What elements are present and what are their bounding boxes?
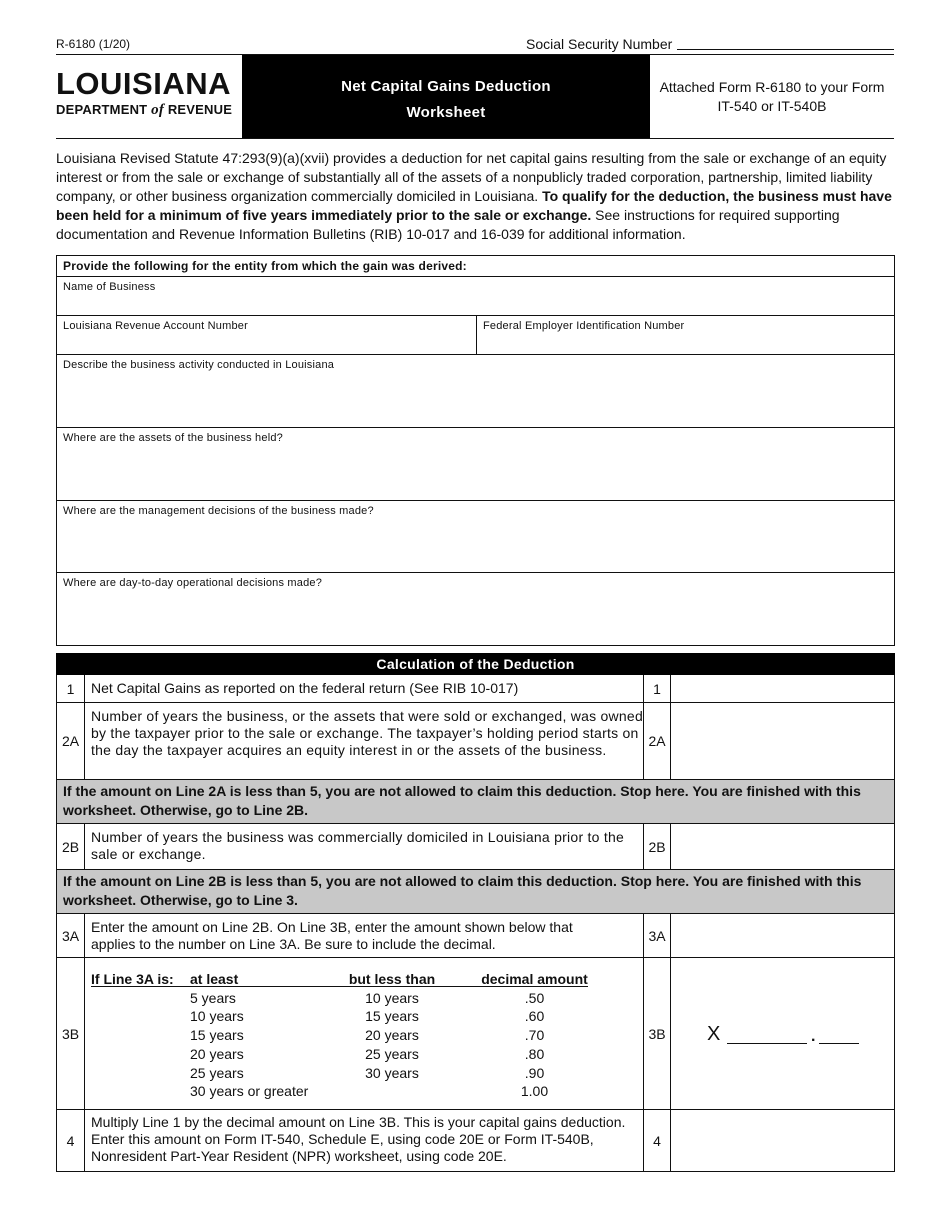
intro-paragraph: Louisiana Revised Statute 47:293(9)(a)(xvii) provides a deduction for net capital gains resulting from the sale or exchange of an equity interest or from the sale or exchange of substantially all of the assets of a nonpublicly traded corporation, partnership, limited liability company, or other business organization commercially domiciled in Louisiana. To qualify for the deduction, the business must have been held for a minimum of five years immediately prior to the sale or exchange. See instructions for required supporting documentation and Revenue Information Bulletins (RIB) 10-017 and 16-039 for additional information. <box>56 150 892 242</box>
account-fein-row <box>57 316 894 355</box>
form-title-line2: Worksheet <box>406 104 486 121</box>
ssn-label: Social Security Number <box>526 36 673 52</box>
business-activity-field[interactable]: Describe the business activity conducted in Louisiana <box>57 355 894 428</box>
line-2a-years-input[interactable] <box>672 703 894 779</box>
logo-state: LOUISIANA <box>56 66 231 101</box>
decimal-point: . <box>811 1028 816 1045</box>
line-4-deduction-input[interactable] <box>672 1110 894 1171</box>
decimal-table-decimal-col: decimal amount .50 .60 .70 .80 .90 1.00 <box>481 971 588 1100</box>
operational-decisions-field[interactable]: Where are day-to-day operational decisions made? <box>63 577 323 589</box>
decimal-table-header-rule <box>91 986 588 987</box>
ssn-input-line[interactable] <box>677 49 894 50</box>
la-revenue-account-field[interactable]: Louisiana Revenue Account Number <box>63 320 248 332</box>
decimal-table-lessthan-col: but less than 10 years 15 years 20 years 25 years 30 years <box>348 971 436 1081</box>
line-1-row: 1 Net Capital Gains as reported on the federal return (See RIB 10-017) 1 <box>56 675 895 703</box>
line-4-row: 4 Multiply Line 1 by the decimal amount on Line 3B. This is your capital gains deduction. Enter this amount on Form IT-540, Schedule E, using code 20E or Form IT-540B, Nonresident Part-Year Resident (NPR) worksheet, using code 20E. 4 <box>56 1110 895 1172</box>
fein-field[interactable]: Federal Employer Identification Number <box>483 320 685 332</box>
entity-info-box <box>56 255 895 646</box>
decimal-table-if-col: If Line 3A is: <box>91 971 174 987</box>
line-3a-row: 3A Enter the amount on Line 2B. On Line 3B, enter the amount shown below that applies to the number on Line 3A. Be sure to include the decimal. 3A <box>56 914 895 958</box>
management-decisions-field[interactable]: Where are the management decisions of the business made? <box>57 501 894 573</box>
line-2b-warning: If the amount on Line 2B is less than 5, you are not allowed to claim this deduction. Stop here. You are finished with this worksheet. Otherwise, go to Line 3. <box>56 870 895 914</box>
form-title-line1: Net Capital Gains Deduction <box>341 78 551 95</box>
line-2a-warning: If the amount on Line 2A is less than 5, you are not allowed to claim this deduction. Stop here. You are finished with this worksheet. Otherwise, go to Line 2B. <box>56 780 895 824</box>
line-2a-row: 2A Number of years the business, or the assets that were sold or exchanged, was owned by the taxpayer prior to the sale or exchange. The taxpayer’s holding period starts on the day the taxpayer acquires an equity interest in or the assets of the business. 2A <box>56 703 895 780</box>
calculation-heading: Calculation of the Deduction <box>56 653 895 675</box>
header-rule <box>56 138 894 139</box>
calculation-table <box>56 653 895 1172</box>
line-3b-whole-input[interactable] <box>727 1043 807 1044</box>
line-2b-row: 2B Number of years the business was commercially domiciled in Louisiana prior to the sale or exchange. 2B <box>56 824 895 870</box>
line-3a-input[interactable] <box>672 914 894 957</box>
decimal-table-atleast-col: at least 5 years 10 years 15 years 20 years 25 years 30 years or greater <box>190 971 309 1100</box>
assets-location-field[interactable]: Where are the assets of the business held? <box>57 428 894 501</box>
line-1-amount-input[interactable] <box>672 675 894 702</box>
entity-heading: Provide the following for the entity from which the gain was derived: <box>57 256 894 277</box>
line-2b-years-input[interactable] <box>672 824 894 869</box>
louisiana-revenue-logo <box>56 68 236 119</box>
business-name-field[interactable]: Name of Business <box>57 277 894 316</box>
multiply-x: X <box>707 1023 721 1045</box>
logo-department: DEPARTMENT of REVENUE <box>56 102 233 118</box>
form-id: R-6180 (1/20) <box>56 37 131 51</box>
line-3b-decimal-input[interactable] <box>819 1043 859 1044</box>
form-title <box>242 55 650 138</box>
line-3b-row: 3B If Line 3A is: at least 5 years 10 years 15 years 20 years 25 years 30 years or greater but less than 10 years 15 years 20 years 25 years 30 years decimal amount .50 .60 .70 .80 .90 1.00 3B X . <box>56 958 895 1110</box>
attach-instruction: Attached Form R-6180 to your Form IT-540 or IT-540B <box>659 79 885 114</box>
